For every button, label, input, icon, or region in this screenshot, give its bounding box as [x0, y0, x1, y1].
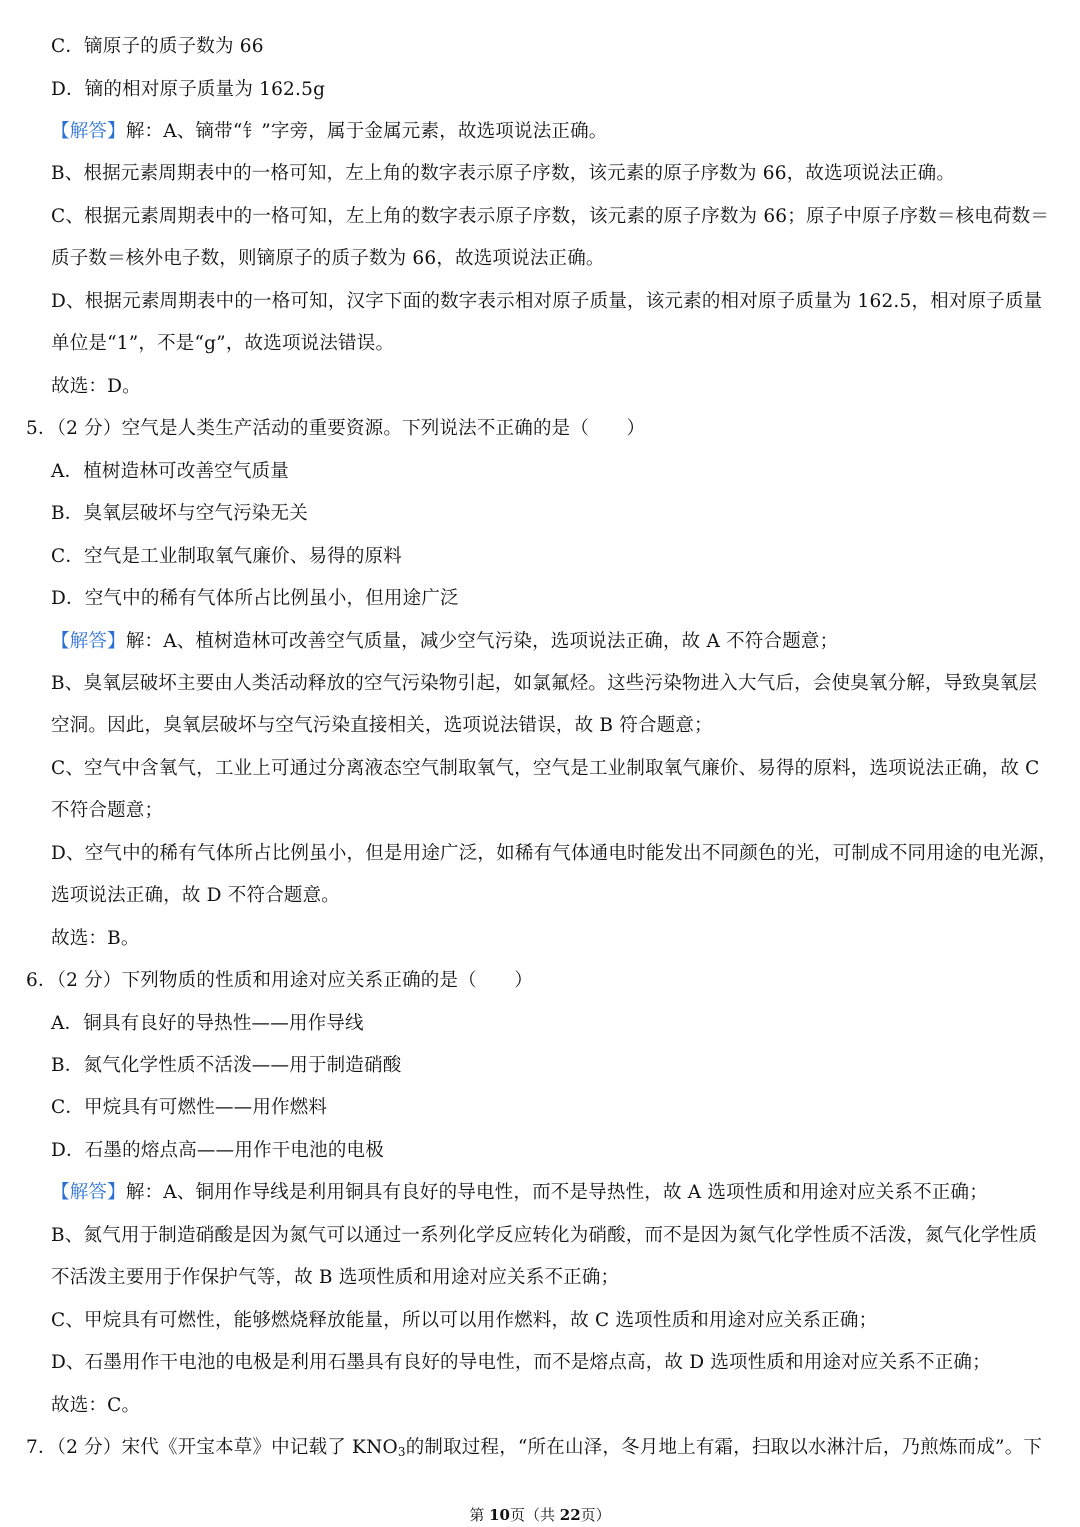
answer-q4-line-c1: C、根据元素周期表中的一格可知，左上角的数字表示原子序数，该元素的原子序数为 66；原子中原子序数＝核电荷数＝: [51, 206, 1050, 227]
page-number: 10: [489, 1506, 510, 1524]
option-d-q4: D．镝的相对原子质量为 162.5g: [51, 79, 326, 100]
answer-q6-line-b1: B、氮气用于制造硝酸是因为氮气可以通过一系列化学反应转化为硝酸，而不是因为氮气化学性质不活泼，氮气化学性质: [51, 1225, 1038, 1246]
answer-tag: 【解答】: [51, 121, 126, 142]
option-d-q6: D．石墨的熔点高——用作干电池的电极: [51, 1140, 384, 1161]
option-c-q4: C．镝原子的质子数为 66: [51, 36, 264, 57]
question-6-stem: 6．（2 分）下列物质的性质和用途对应关系正确的是（ ）: [26, 970, 533, 991]
option-c-q6: C．甲烷具有可燃性——用作燃料: [51, 1097, 328, 1118]
subscript: 3: [397, 1445, 406, 1459]
option-a-q6: A．铜具有良好的导热性——用作导线: [51, 1013, 364, 1034]
answer-q5-line-d2: 选项说法正确，故 D 不符合题意。: [51, 885, 340, 906]
answer-q5-line-a: 【解答】解：A、植树造林可改善空气质量，减少空气污染，选项说法正确，故 A 不符合题意；: [51, 631, 839, 652]
answer-tag: 【解答】: [51, 631, 126, 652]
page-footer: 第 10页（共 22页）: [469, 1506, 611, 1524]
answer-q4-choice: 故选：D。: [51, 376, 141, 397]
answer-q6-choice: 故选：C。: [51, 1395, 141, 1416]
answer-q4-line-d1: D、根据元素周期表中的一格可知，汉字下面的数字表示相对原子质量，该元素的相对原子质量为 162.5，相对原子质量: [51, 291, 1043, 312]
answer-q5-line-c2: 不符合题意；: [51, 800, 164, 821]
page-total: 22: [559, 1506, 581, 1524]
answer-tag: 【解答】: [51, 1182, 126, 1203]
option-a-q5: A．植树造林可改善空气质量: [51, 461, 289, 482]
question-5-stem: 5．（2 分）空气是人类生产活动的重要资源。下列说法不正确的是（ ）: [26, 418, 646, 439]
answer-q5-line-d1: D、空气中的稀有气体所占比例虽小，但是用途广泛，如稀有气体通电时能发出不同颜色的光，可制成不同用途的电光源，: [51, 843, 1058, 864]
answer-q6-line-d: D、石墨用作干电池的电极是利用石墨具有良好的导电性，而不是熔点高，故 D 选项性质和用途对应关系不正确；: [51, 1352, 991, 1373]
answer-q5-choice: 故选：B。: [51, 928, 140, 949]
answer-q4-line-d2: 单位是“1”，不是“g”，故选项说法错误。: [51, 333, 395, 354]
answer-q6-line-c: C、甲烷具有可燃性，能够燃烧释放能量，所以可以用作燃料，故 C 选项性质和用途对应关系正确；: [51, 1310, 878, 1331]
answer-q6-line-a: 【解答】解：A、铜用作导线是利用铜具有良好的导电性，而不是导热性，故 A 选项性质和用途对应关系不正确；: [51, 1182, 988, 1203]
option-d-q5: D．空气中的稀有气体所占比例虽小，但用途广泛: [51, 588, 459, 609]
question-7-stem: 7．（2 分）宋代《开宝本草》中记载了 $KNO_3$的制取过程，“所在山泽，冬月地上有霜，扫取以水淋汁后，乃煎炼而成”。下: [26, 1437, 1043, 1459]
answer-q4-line-b: B、根据元素周期表中的一格可知，左上角的数字表示原子序数，该元素的原子序数为 66，故选项说法正确。: [51, 163, 956, 184]
option-b-q6: B．氮气化学性质不活泼——用于制造硝酸: [51, 1055, 402, 1076]
answer-q4-line-a: 【解答】解：A、镝带“钅”字旁，属于金属元素，故选项说法正确。: [51, 121, 608, 142]
answer-q4-line-c2: 质子数＝核外电子数，则镝原子的质子数为 66，故选项说法正确。: [51, 248, 605, 269]
answer-q5-line-b2: 空洞。因此，臭氧层破坏与空气污染直接相关，选项说法错误，故 B 符合题意；: [51, 715, 713, 736]
option-c-q5: C．空气是工业制取氧气廉价、易得的原料: [51, 546, 402, 567]
answer-q6-line-b2: 不活泼主要用于作保护气等，故 B 选项性质和用途对应关系不正确；: [51, 1267, 620, 1288]
answer-q5-line-b1: B、臭氧层破坏主要由人类活动释放的空气污染物引起，如氯氟烃。这些污染物进入大气后，会使臭氧分解，导致臭氧层: [51, 673, 1038, 694]
option-b-q5: B．臭氧层破坏与空气污染无关: [51, 503, 308, 524]
answer-q5-line-c1: C、空气中含氧气，工业上可通过分离液态空气制取氧气，空气是工业制取氧气廉价、易得的原料，选项说法正确，故 C: [51, 758, 1040, 779]
